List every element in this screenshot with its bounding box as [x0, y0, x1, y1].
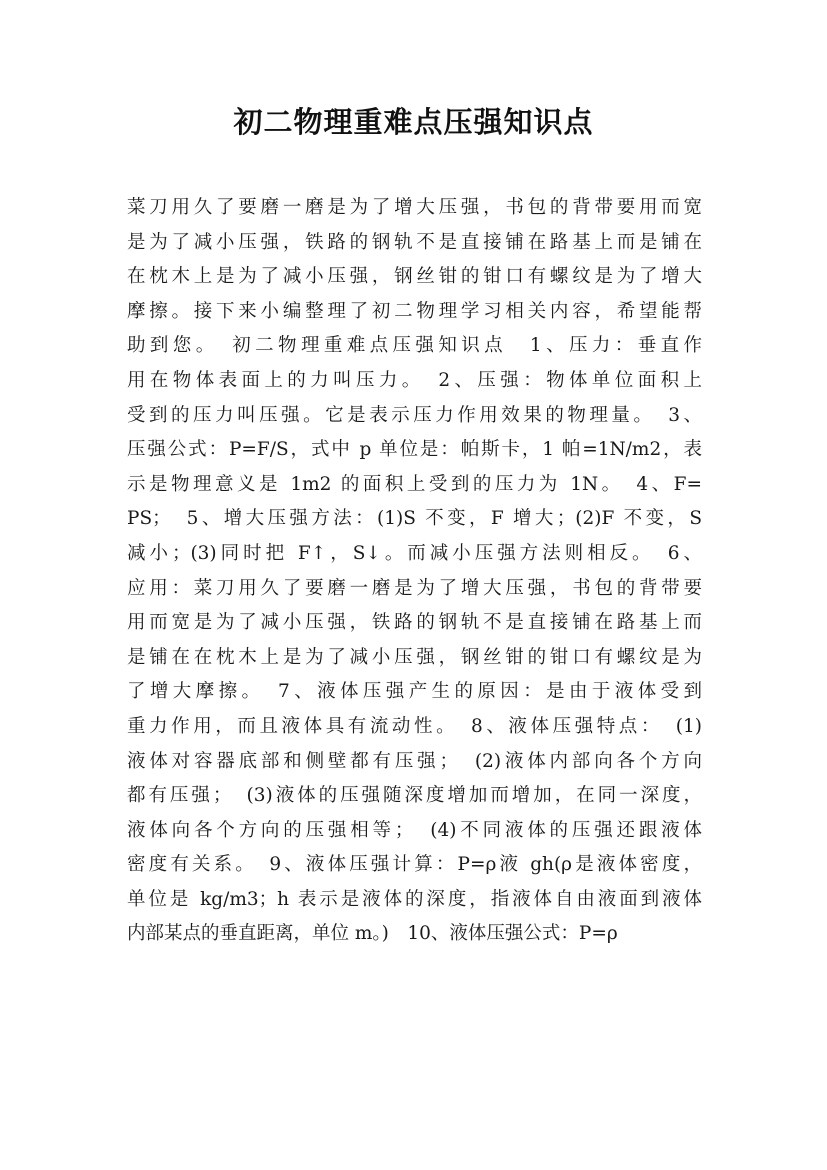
text-line: 摩擦。接下来小编整理了初二物理学习相关内容，希望能帮 — [127, 300, 702, 322]
text-line: 单位是 kg/m3；h 表示是液体的深度，指液体自由液面到液体 — [127, 888, 702, 910]
text-line: 示是物理意义是 1m2 的面积上受到的压力为 1N。 4、F= — [127, 473, 702, 495]
text-line: 是铺在在枕木上是为了减小压强，钢丝钳的钳口有螺纹是为 — [127, 646, 702, 668]
text-line: 都有压强； (3)液体的压强随深度增加而增加，在同一深度， — [127, 785, 702, 807]
text-line: 受到的压力叫压强。它是表示压力作用效果的物理量。 3、 — [127, 404, 702, 426]
text-line: 重力作用，而且液体具有流动性。 8、液体压强特点： (1) — [127, 715, 702, 737]
text-line: 液体向各个方向的压强相等； (4)不同液体的压强还跟液体 — [127, 819, 702, 841]
text-line: 压强公式：P=F/S，式中 p 单位是：帕斯卡，1 帕=1N/m2，表 — [127, 439, 702, 461]
text-line: 密度有关系。 9、液体压强计算：P=ρ液 gh(ρ是液体密度， — [127, 854, 702, 876]
page-title: 初二物理重难点压强知识点 — [233, 105, 594, 139]
text-line: 是为了减小压强，铁路的钢轨不是直接铺在路基上而是铺在 — [127, 231, 702, 253]
body-paragraph — [127, 191, 702, 952]
text-line: PS； 5、增大压强方法：(1)S 不变，F 增大；(2)F 不变，S — [127, 508, 702, 530]
text-line: 在枕木上是为了减小压强，钢丝钳的钳口有螺纹是为了增大 — [127, 266, 702, 288]
text-line: 助到您。 初二物理重难点压强知识点 1、压力：垂直作 — [127, 335, 702, 357]
text-line: 应用：菜刀用久了要磨一磨是为了增大压强，书包的背带要 — [127, 577, 702, 599]
text-line: 了增大摩擦。 7、液体压强产生的原因：是由于液体受到 — [127, 681, 702, 703]
text-line: 内部某点的垂直距离，单位 m。) 10、液体压强公式：P=ρ — [127, 923, 618, 945]
text-line: 用在物体表面上的力叫压力。 2、压强：物体单位面积上 — [127, 369, 702, 391]
text-line: 用而宽是为了减小压强，铁路的钢轨不是直接铺在路基上而 — [127, 612, 702, 634]
text-line: 菜刀用久了要磨一磨是为了增大压强，书包的背带要用而宽 — [127, 197, 702, 218]
text-line: 液体对容器底部和侧壁都有压强； (2)液体内部向各个方向 — [127, 750, 702, 772]
text-line: 减小；(3)同时把 F↑，S↓。而减小压强方法则相反。 6、 — [127, 542, 702, 564]
